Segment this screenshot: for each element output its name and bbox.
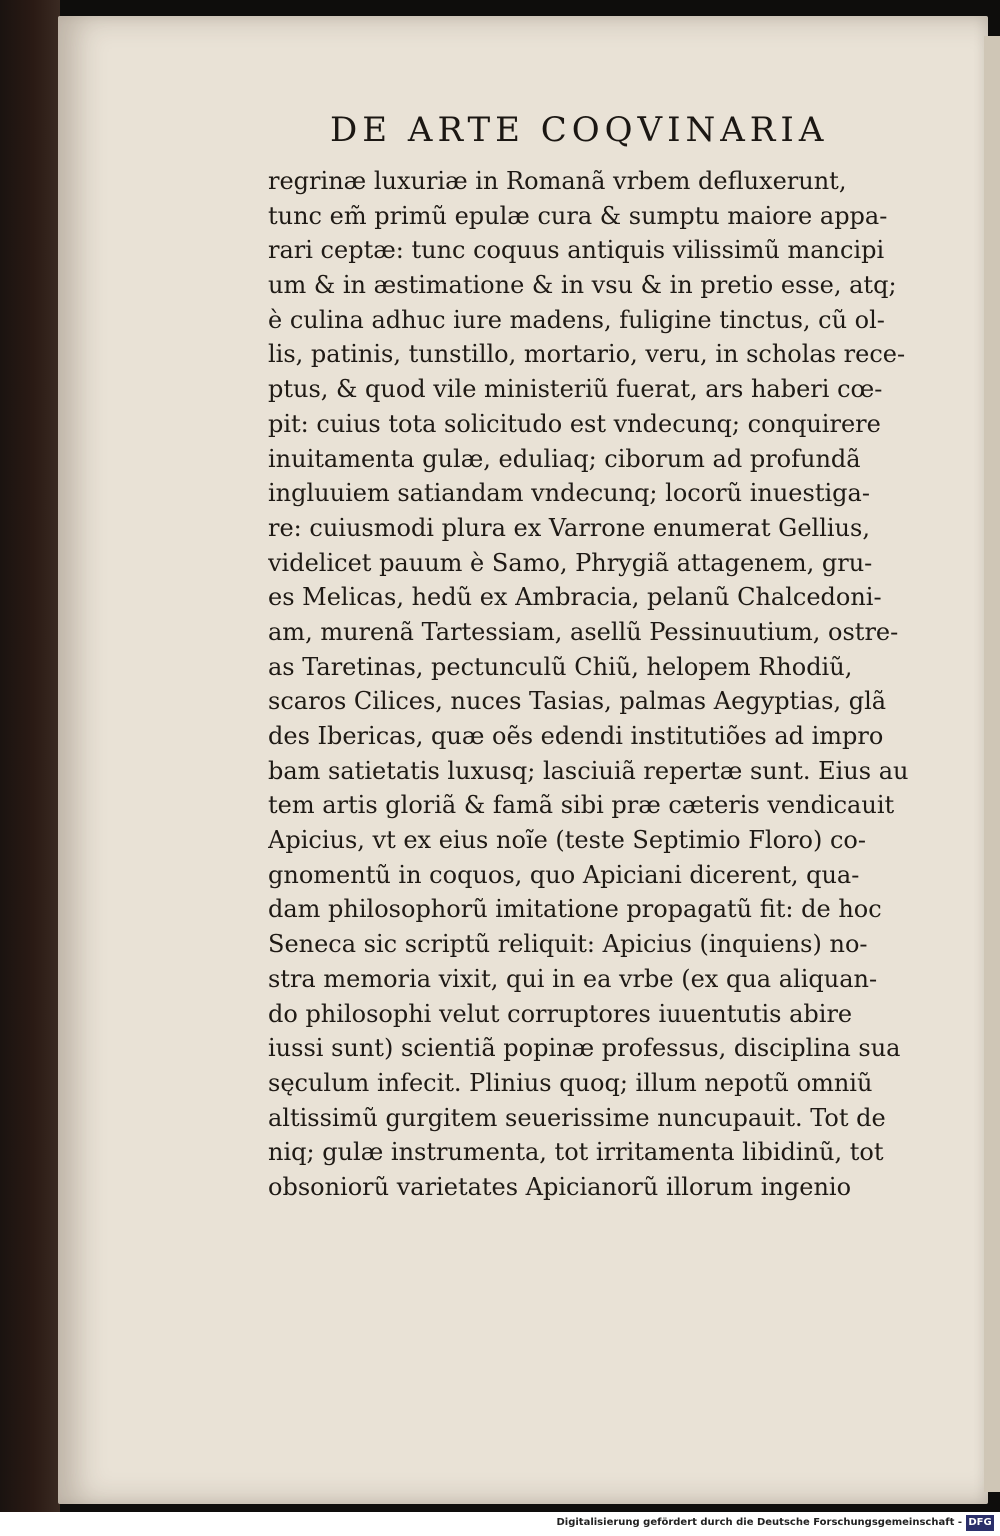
- text-line: regrinæ luxuriæ in Romanã vrbem defluxerunt,: [268, 167, 847, 195]
- footer-credit: Digitalisierung gefördert durch die Deutsche Forschungsgemeinschaft -: [556, 1517, 962, 1528]
- text-line: scaros Cilices, nuces Tasias, palmas Aegyptias, glã: [268, 687, 887, 716]
- next-page-edge: [984, 36, 1000, 1492]
- text-line: do philosophi velut corruptores iuuentutis abire: [268, 999, 853, 1028]
- text-line: lis, patinis, tunstillo, mortario, veru, in scholas rece-: [268, 340, 906, 369]
- text-line: videlicet pauum è Samo, Phrygiã attagenem, gru-: [268, 548, 873, 577]
- text-line: è culina adhuc iure madens, fuligine tinctus, cũ ol-: [268, 305, 885, 334]
- body-text: [268, 164, 948, 1205]
- text-line: es Melicas, hedũ ex Ambracia, pelanũ Chalcedoni-: [268, 583, 882, 612]
- running-head: DE ARTE COQVINARIA: [330, 110, 829, 150]
- text-line: niq; gulæ instrumenta, tot irritamenta libidinũ, tot: [268, 1138, 884, 1167]
- text-line: um & in æstimatione & in vsu & in pretio esse, atq;: [268, 271, 897, 300]
- dfg-logo: DFG: [966, 1515, 994, 1531]
- text-line: rari ceptæ: tunc coquus antiquis vilissimũ mancipi: [268, 236, 885, 265]
- text-line: am, murenã Tartessiam, asellũ Pessinuutium, ostre-: [268, 617, 899, 646]
- book-spine-edge: [0, 0, 60, 1536]
- text-line: stra memoria vixit, qui in ea vrbe (ex qua aliquan-: [268, 964, 878, 993]
- text-line: obsoniorũ varietates Apicianorũ illorum ingenio: [268, 1172, 852, 1201]
- text-line: altissimũ gurgitem seuerissime nuncupauit. Tot de: [268, 1103, 886, 1132]
- text-line: Apicius, vt ex eius noĩe (teste Septimio Floro) co-: [268, 826, 866, 855]
- text-line: tem artis gloriã & famã sibi præ cæteris vendicauit: [268, 791, 895, 820]
- text-line: gnomentũ in coquos, quo Apiciani dicerent, qua-: [268, 860, 860, 889]
- text-line: inuitamenta gulæ, eduliaq; ciborum ad profundã: [268, 444, 861, 473]
- text-line: bam satietatis luxusq; lasciuiã repertæ sunt. Eius au: [268, 756, 909, 785]
- text-line: Seneca sic scriptũ reliquit: Apicius (inquiens) no-: [268, 930, 868, 959]
- text-line: tunc em̃ primũ epulæ cura & sumptu maiore appa-: [268, 201, 888, 230]
- text-line: pit: cuius tota solicitudo est vndecunq; conquirere: [268, 409, 881, 438]
- text-line: ingluuiem satiandam vndecunq; locorũ inuestiga-: [268, 479, 870, 508]
- text-line: as Taretinas, pectunculũ Chiũ, helopem Rhodiũ,: [268, 652, 853, 681]
- text-line: re: cuiusmodi plura ex Varrone enumerat Gellius,: [268, 513, 870, 542]
- text-line: sęculum infecit. Plinius quoq; illum nepotũ omniũ: [268, 1068, 873, 1097]
- text-line: des Ibericas, quæ oẽs edendi institutiões ad impro: [268, 722, 884, 750]
- text-line: iussi sunt) scientiã popinæ professus, disciplina sua: [268, 1034, 901, 1063]
- text-line: dam philosophorũ imitatione propagatũ fit: de hoc: [268, 895, 882, 924]
- text-line: ptus, & quod vile ministeriũ fuerat, ars haberi cœ-: [268, 375, 883, 404]
